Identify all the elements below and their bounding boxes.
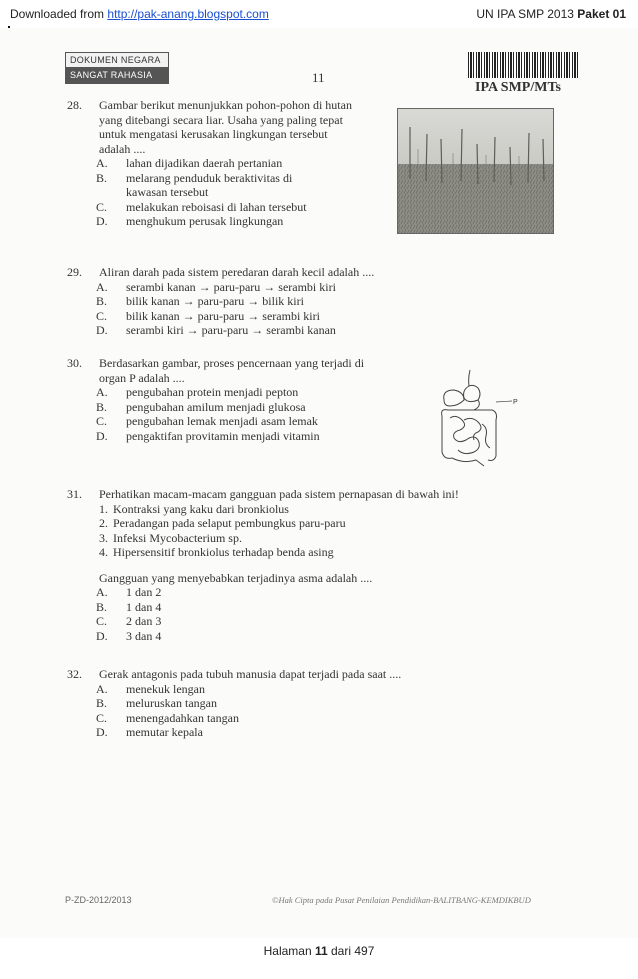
option-a[interactable]: A. serambi kanan → paru-paru → serambi kiri bbox=[96, 279, 336, 294]
deforestation-image bbox=[397, 108, 554, 234]
option-a[interactable]: A. menekuk lengan bbox=[96, 681, 205, 696]
option-d[interactable]: D. memutar kepala bbox=[96, 725, 203, 739]
question-stem: Gambar berikut menunjukkan pohon-pohon di hutan yang ditebangi secara liar. Usaha yang paling tepat untuk mengatasi kerusakan lingkungan tersebut adalah .... bbox=[99, 98, 352, 156]
option-a[interactable]: A. 1 dan 2 bbox=[96, 585, 162, 599]
option-c[interactable]: C. menengadahkan tangan bbox=[96, 710, 239, 725]
option-d[interactable]: D. menghukum perusak lingkungan bbox=[96, 214, 284, 228]
statement-item: 1. Kontraksi yang kaku dari bronkiolus bbox=[99, 501, 289, 516]
download-header bbox=[0, 0, 638, 28]
option-b[interactable]: B. 1 dan 4 bbox=[96, 599, 162, 614]
document-classification bbox=[65, 52, 169, 84]
option-b[interactable]: B. melarang penduduk beraktivitas di bbox=[96, 170, 293, 185]
question-28 bbox=[67, 98, 397, 229]
option-c[interactable]: C. melakukan reboisasi di lahan tersebut bbox=[96, 199, 307, 214]
question-stem: Perhatikan macam-macam gangguan pada sistem pernapasan di bawah ini! bbox=[99, 487, 459, 501]
download-source: Downloaded from http://pak-anang.blogspot.com bbox=[10, 7, 269, 21]
page-number: 11 bbox=[312, 70, 325, 85]
exam-title: UN IPA SMP 2013 Paket 01 bbox=[476, 7, 626, 21]
question-number: 28. bbox=[67, 98, 82, 112]
paket-label: Paket 01 bbox=[577, 7, 626, 21]
option-b-cont: kawasan tersebut bbox=[126, 185, 209, 199]
option-c[interactable]: C. bilik kanan → paru-paru → serambi kiri bbox=[96, 308, 320, 323]
organ-p-label: P bbox=[513, 399, 518, 406]
option-a[interactable]: A. lahan dijadikan daerah pertanian bbox=[96, 156, 283, 170]
question-number: 29. bbox=[67, 265, 82, 279]
statement-item: 3. Infeksi Mycobacterium sp. bbox=[99, 530, 242, 545]
doc-label-line1: DOKUMEN NEGARA bbox=[66, 53, 168, 67]
question-stem: Gerak antagonis pada tubuh manusia dapat terjadi pada saat .... bbox=[99, 667, 402, 681]
question-29 bbox=[67, 265, 407, 338]
question-30 bbox=[67, 356, 407, 443]
question-31 bbox=[67, 487, 517, 643]
current-page: 11 bbox=[314, 944, 328, 958]
subject-title: IPA SMP/MTs bbox=[475, 80, 561, 95]
question-number: 30. bbox=[67, 356, 82, 370]
option-d[interactable]: D. 3 dan 4 bbox=[96, 628, 162, 643]
option-c[interactable]: C. 2 dan 3 bbox=[96, 614, 162, 628]
question-stem: Berdasarkan gambar, proses pencernaan yang terjadi di organ P adalah .... bbox=[99, 356, 365, 385]
copyright-notice: ©Hak Cipta pada Pusat Penilaian Pendidikan-BALITBANG-KEMDIKBUD bbox=[272, 895, 531, 905]
barcode-icon bbox=[468, 52, 580, 78]
option-b[interactable]: B. pengubahan amilum menjadi glukosa bbox=[96, 399, 306, 414]
option-b[interactable]: B. bilik kanan → paru-paru → bilik kiri bbox=[96, 294, 304, 308]
question-stem-2: Gangguan yang menyebabkan terjadinya asma adalah .... bbox=[99, 570, 373, 585]
option-b[interactable]: B. meluruskan tangan bbox=[96, 696, 217, 710]
statement-item: 4. Hipersensitif bronkiolus terhadap benda asing bbox=[99, 545, 334, 559]
statement-item: 2. Peradangan pada selaput pembungkus paru-paru bbox=[99, 516, 346, 530]
option-d[interactable]: D. pengaktifan provitamin menjadi vitamin bbox=[96, 428, 320, 443]
doc-label-line2: SANGAT RAHASIA bbox=[66, 67, 168, 83]
source-link[interactable]: http://pak-anang.blogspot.com bbox=[107, 7, 269, 21]
page-counter: Halaman 11 dari 497 bbox=[263, 944, 375, 958]
document-code: P-ZD-2012/2013 bbox=[65, 895, 132, 905]
option-d[interactable]: D. serambi kiri → paru-paru → serambi kanan bbox=[96, 323, 336, 337]
digestive-system-figure bbox=[434, 368, 524, 472]
total-pages: 497 bbox=[354, 944, 375, 958]
question-number: 32. bbox=[67, 667, 82, 681]
question-stem: Aliran darah pada sistem peredaran darah kecil adalah .... bbox=[99, 265, 375, 279]
question-number: 31. bbox=[67, 487, 82, 501]
question-32 bbox=[67, 667, 487, 740]
option-c[interactable]: C. pengubahan lemak menjadi asam lemak bbox=[96, 414, 318, 428]
option-a[interactable]: A. pengubahan protein menjadi pepton bbox=[96, 385, 299, 399]
